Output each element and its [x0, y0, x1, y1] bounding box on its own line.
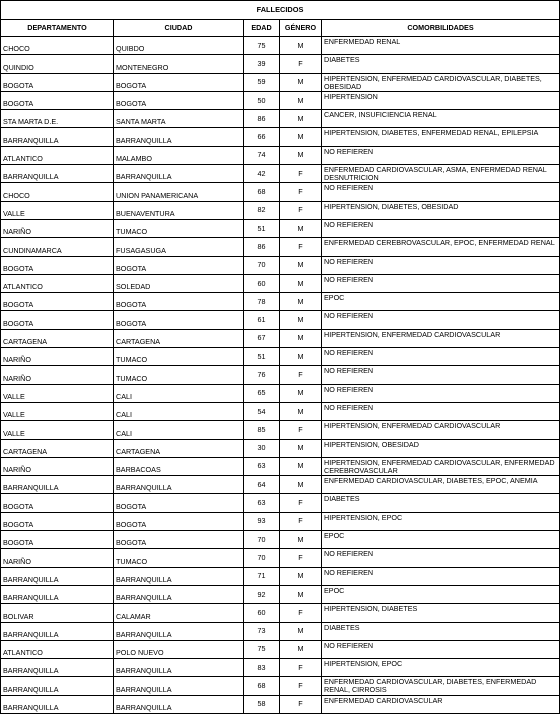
- comorbilidades-cell: ENFERMEDAD CARDIOVASCULAR, ASMA, ENFERMEDAD RENAL DESNUTRICION: [322, 165, 560, 183]
- table-body: [1, 37, 560, 714]
- edad-cell: 71: [244, 567, 280, 585]
- genero-cell: M: [280, 256, 322, 274]
- departamento-cell: BARRANQUILLA: [1, 622, 114, 640]
- edad-cell: 59: [244, 73, 280, 91]
- departamento-cell: ATLANTICO: [1, 274, 114, 292]
- genero-cell: M: [280, 329, 322, 347]
- ciudad-cell: CARTAGENA: [114, 329, 244, 347]
- ciudad-cell: QUIBDO: [114, 37, 244, 55]
- comorbilidades-cell: NO REFIEREN: [322, 549, 560, 567]
- comorbilidades-cell: HIPERTENSION, DIABETES, ENFERMEDAD RENAL, EPILEPSIA: [322, 128, 560, 146]
- table-row: [1, 622, 560, 640]
- comorbilidades-cell: HIPERTENSION, ENFERMEDAD CARDIOVASCULAR, ENFERMEDAD CEREBROVASCULAR: [322, 457, 560, 475]
- comorbilidades-cell: NO REFIEREN: [322, 366, 560, 384]
- ciudad-cell: FUSAGASUGA: [114, 238, 244, 256]
- departamento-cell: NARIÑO: [1, 348, 114, 366]
- ciudad-cell: UNION PANAMERICANA: [114, 183, 244, 201]
- edad-cell: 51: [244, 348, 280, 366]
- departamento-cell: NARIÑO: [1, 366, 114, 384]
- table-row: [1, 293, 560, 311]
- departamento-cell: ATLANTICO: [1, 146, 114, 164]
- edad-cell: 75: [244, 37, 280, 55]
- edad-cell: 92: [244, 585, 280, 603]
- table-row: [1, 183, 560, 201]
- ciudad-cell: BARRANQUILLA: [114, 165, 244, 183]
- comorbilidades-cell: EPOC: [322, 531, 560, 549]
- ciudad-cell: BOGOTA: [114, 256, 244, 274]
- comorbilidades-cell: NO REFIEREN: [322, 640, 560, 658]
- ciudad-cell: BARRANQUILLA: [114, 476, 244, 494]
- ciudad-cell: BARRANQUILLA: [114, 128, 244, 146]
- departamento-cell: CARTAGENA: [1, 329, 114, 347]
- table-row: [1, 274, 560, 292]
- genero-cell: F: [280, 165, 322, 183]
- comorbilidades-cell: NO REFIEREN: [322, 402, 560, 420]
- edad-cell: 93: [244, 512, 280, 530]
- departamento-cell: BARRANQUILLA: [1, 585, 114, 603]
- edad-cell: 74: [244, 146, 280, 164]
- comorbilidades-cell: NO REFIEREN: [322, 274, 560, 292]
- departamento-cell: STA MARTA D.E.: [1, 110, 114, 128]
- table-row: [1, 348, 560, 366]
- comorbilidades-cell: ENFERMEDAD CARDIOVASCULAR: [322, 695, 560, 713]
- table-row: [1, 91, 560, 109]
- table-row: [1, 402, 560, 420]
- departamento-cell: BARRANQUILLA: [1, 476, 114, 494]
- edad-cell: 75: [244, 640, 280, 658]
- departamento-cell: BARRANQUILLA: [1, 128, 114, 146]
- table-row: [1, 640, 560, 658]
- table-row: [1, 128, 560, 146]
- genero-cell: M: [280, 219, 322, 237]
- header-genero: GÉNERO: [280, 20, 322, 37]
- ciudad-cell: TUMACO: [114, 219, 244, 237]
- edad-cell: 54: [244, 402, 280, 420]
- edad-cell: 61: [244, 311, 280, 329]
- ciudad-cell: BARRANQUILLA: [114, 585, 244, 603]
- comorbilidades-cell: HIPERTENSION, ENFERMEDAD CARDIOVASCULAR: [322, 421, 560, 439]
- comorbilidades-cell: HIPERTENSION, DIABETES, OBESIDAD: [322, 201, 560, 219]
- comorbilidades-cell: NO REFIEREN: [322, 219, 560, 237]
- comorbilidades-cell: NO REFIEREN: [322, 183, 560, 201]
- comorbilidades-cell: DIABETES: [322, 55, 560, 73]
- departamento-cell: BARRANQUILLA: [1, 695, 114, 713]
- comorbilidades-cell: HIPERTENSION, OBESIDAD: [322, 439, 560, 457]
- ciudad-cell: TUMACO: [114, 366, 244, 384]
- table-row: [1, 457, 560, 475]
- ciudad-cell: CALAMAR: [114, 604, 244, 622]
- table-row: [1, 439, 560, 457]
- genero-cell: F: [280, 549, 322, 567]
- ciudad-cell: POLO NUEVO: [114, 640, 244, 658]
- departamento-cell: BOGOTA: [1, 293, 114, 311]
- genero-cell: M: [280, 622, 322, 640]
- ciudad-cell: SANTA MARTA: [114, 110, 244, 128]
- table-title: FALLECIDOS: [0, 0, 560, 19]
- genero-cell: M: [280, 37, 322, 55]
- edad-cell: 76: [244, 366, 280, 384]
- ciudad-cell: BOGOTA: [114, 311, 244, 329]
- genero-cell: F: [280, 604, 322, 622]
- edad-cell: 86: [244, 238, 280, 256]
- departamento-cell: VALLE: [1, 384, 114, 402]
- genero-cell: M: [280, 73, 322, 91]
- departamento-cell: CARTAGENA: [1, 439, 114, 457]
- edad-cell: 70: [244, 531, 280, 549]
- ciudad-cell: BARRANQUILLA: [114, 659, 244, 677]
- table-row: [1, 476, 560, 494]
- ciudad-cell: BOGOTA: [114, 293, 244, 311]
- table-row: [1, 531, 560, 549]
- edad-cell: 58: [244, 695, 280, 713]
- departamento-cell: BOGOTA: [1, 73, 114, 91]
- departamento-cell: NARIÑO: [1, 457, 114, 475]
- table-row: [1, 366, 560, 384]
- departamento-cell: BOGOTA: [1, 91, 114, 109]
- comorbilidades-cell: NO REFIEREN: [322, 146, 560, 164]
- table-row: [1, 695, 560, 713]
- edad-cell: 51: [244, 219, 280, 237]
- genero-cell: F: [280, 55, 322, 73]
- table-row: [1, 37, 560, 55]
- genero-cell: F: [280, 659, 322, 677]
- genero-cell: F: [280, 494, 322, 512]
- table-row: [1, 567, 560, 585]
- table-row: [1, 110, 560, 128]
- ciudad-cell: TUMACO: [114, 348, 244, 366]
- comorbilidades-cell: ENFERMEDAD CEREBROVASCULAR, EPOC, ENFERMEDAD RENAL: [322, 238, 560, 256]
- edad-cell: 63: [244, 494, 280, 512]
- comorbilidades-cell: NO REFIEREN: [322, 567, 560, 585]
- edad-cell: 73: [244, 622, 280, 640]
- departamento-cell: BARRANQUILLA: [1, 659, 114, 677]
- genero-cell: M: [280, 531, 322, 549]
- comorbilidades-cell: EPOC: [322, 293, 560, 311]
- ciudad-cell: BARRANQUILLA: [114, 567, 244, 585]
- comorbilidades-cell: ENFERMEDAD RENAL: [322, 37, 560, 55]
- departamento-cell: BOLIVAR: [1, 604, 114, 622]
- ciudad-cell: BARRANQUILLA: [114, 695, 244, 713]
- table-row: [1, 201, 560, 219]
- genero-cell: F: [280, 201, 322, 219]
- edad-cell: 70: [244, 549, 280, 567]
- genero-cell: F: [280, 695, 322, 713]
- edad-cell: 68: [244, 183, 280, 201]
- genero-cell: M: [280, 476, 322, 494]
- ciudad-cell: BARRANQUILLA: [114, 622, 244, 640]
- departamento-cell: VALLE: [1, 402, 114, 420]
- genero-cell: F: [280, 366, 322, 384]
- comorbilidades-cell: HIPERTENSION, EPOC: [322, 659, 560, 677]
- header-edad: EDAD: [244, 20, 280, 37]
- ciudad-cell: SOLEDAD: [114, 274, 244, 292]
- ciudad-cell: BARRANQUILLA: [114, 677, 244, 695]
- table-row: [1, 512, 560, 530]
- edad-cell: 67: [244, 329, 280, 347]
- departamento-cell: BARRANQUILLA: [1, 567, 114, 585]
- table-row: [1, 384, 560, 402]
- edad-cell: 50: [244, 91, 280, 109]
- genero-cell: F: [280, 421, 322, 439]
- comorbilidades-cell: ENFERMEDAD CARDIOVASCULAR, DIABETES, ENFERMEDAD RENAL, CIRROSIS: [322, 677, 560, 695]
- table-row: [1, 585, 560, 603]
- edad-cell: 60: [244, 604, 280, 622]
- genero-cell: F: [280, 238, 322, 256]
- ciudad-cell: MONTENEGRO: [114, 55, 244, 73]
- genero-cell: F: [280, 183, 322, 201]
- comorbilidades-cell: NO REFIEREN: [322, 348, 560, 366]
- genero-cell: M: [280, 110, 322, 128]
- comorbilidades-cell: HIPERTENSION, ENFERMEDAD CARDIOVASCULAR: [322, 329, 560, 347]
- header-comorbilidades: COMORBILIDADES: [322, 20, 560, 37]
- table-row: [1, 219, 560, 237]
- departamento-cell: CHOCO: [1, 37, 114, 55]
- ciudad-cell: CARTAGENA: [114, 439, 244, 457]
- comorbilidades-cell: DIABETES: [322, 494, 560, 512]
- genero-cell: M: [280, 439, 322, 457]
- ciudad-cell: MALAMBO: [114, 146, 244, 164]
- edad-cell: 30: [244, 439, 280, 457]
- table-row: [1, 256, 560, 274]
- ciudad-cell: BARBACOAS: [114, 457, 244, 475]
- edad-cell: 82: [244, 201, 280, 219]
- genero-cell: M: [280, 640, 322, 658]
- ciudad-cell: CALI: [114, 384, 244, 402]
- genero-cell: F: [280, 512, 322, 530]
- comorbilidades-cell: NO REFIEREN: [322, 384, 560, 402]
- departamento-cell: BOGOTA: [1, 311, 114, 329]
- genero-cell: M: [280, 293, 322, 311]
- comorbilidades-cell: HIPERTENSION, ENFERMEDAD CARDIOVASCULAR, DIABETES, OBESIDAD: [322, 73, 560, 91]
- ciudad-cell: BOGOTA: [114, 494, 244, 512]
- edad-cell: 42: [244, 165, 280, 183]
- genero-cell: M: [280, 457, 322, 475]
- comorbilidades-cell: DIABETES: [322, 622, 560, 640]
- genero-cell: M: [280, 585, 322, 603]
- ciudad-cell: CALI: [114, 402, 244, 420]
- comorbilidades-cell: NO REFIEREN: [322, 256, 560, 274]
- header-departamento: DEPARTAMENTO: [1, 20, 114, 37]
- departamento-cell: NARIÑO: [1, 549, 114, 567]
- ciudad-cell: BOGOTA: [114, 73, 244, 91]
- genero-cell: M: [280, 311, 322, 329]
- comorbilidades-cell: CANCER, INSUFICIENCIA RENAL: [322, 110, 560, 128]
- edad-cell: 65: [244, 384, 280, 402]
- edad-cell: 78: [244, 293, 280, 311]
- table-row: [1, 73, 560, 91]
- edad-cell: 70: [244, 256, 280, 274]
- ciudad-cell: CALI: [114, 421, 244, 439]
- ciudad-cell: TUMACO: [114, 549, 244, 567]
- table-row: [1, 549, 560, 567]
- edad-cell: 63: [244, 457, 280, 475]
- table-row: [1, 238, 560, 256]
- edad-cell: 83: [244, 659, 280, 677]
- table-row: [1, 494, 560, 512]
- table-row: [1, 659, 560, 677]
- comorbilidades-cell: HIPERTENSION, DIABETES: [322, 604, 560, 622]
- departamento-cell: BARRANQUILLA: [1, 677, 114, 695]
- genero-cell: M: [280, 274, 322, 292]
- ciudad-cell: BOGOTA: [114, 512, 244, 530]
- departamento-cell: BOGOTA: [1, 531, 114, 549]
- table-row: [1, 604, 560, 622]
- table-row: [1, 311, 560, 329]
- departamento-cell: ATLANTICO: [1, 640, 114, 658]
- genero-cell: M: [280, 128, 322, 146]
- departamento-cell: CHOCO: [1, 183, 114, 201]
- comorbilidades-cell: NO REFIEREN: [322, 311, 560, 329]
- comorbilidades-cell: HIPERTENSION: [322, 91, 560, 109]
- ciudad-cell: BOGOTA: [114, 91, 244, 109]
- edad-cell: 85: [244, 421, 280, 439]
- table-row: [1, 421, 560, 439]
- genero-cell: F: [280, 677, 322, 695]
- genero-cell: M: [280, 384, 322, 402]
- table-row: [1, 55, 560, 73]
- table-row: [1, 146, 560, 164]
- departamento-cell: CUNDINAMARCA: [1, 238, 114, 256]
- genero-cell: M: [280, 402, 322, 420]
- edad-cell: 60: [244, 274, 280, 292]
- genero-cell: M: [280, 91, 322, 109]
- comorbilidades-cell: EPOC: [322, 585, 560, 603]
- table-row: [1, 329, 560, 347]
- genero-cell: M: [280, 567, 322, 585]
- edad-cell: 39: [244, 55, 280, 73]
- departamento-cell: VALLE: [1, 421, 114, 439]
- edad-cell: 64: [244, 476, 280, 494]
- header-ciudad: CIUDAD: [114, 20, 244, 37]
- ciudad-cell: BOGOTA: [114, 531, 244, 549]
- comorbilidades-cell: HIPERTENSION, EPOC: [322, 512, 560, 530]
- edad-cell: 66: [244, 128, 280, 146]
- departamento-cell: NARIÑO: [1, 219, 114, 237]
- departamento-cell: BOGOTA: [1, 512, 114, 530]
- header-row: [1, 20, 560, 37]
- departamento-cell: BOGOTA: [1, 256, 114, 274]
- edad-cell: 86: [244, 110, 280, 128]
- ciudad-cell: BUENAVENTURA: [114, 201, 244, 219]
- edad-cell: 68: [244, 677, 280, 695]
- table-row: [1, 165, 560, 183]
- departamento-cell: QUINDIO: [1, 55, 114, 73]
- genero-cell: M: [280, 146, 322, 164]
- departamento-cell: BOGOTA: [1, 494, 114, 512]
- comorbilidades-cell: ENFERMEDAD CARDIOVASCULAR, DIABETES, EPOC, ANEMIA: [322, 476, 560, 494]
- departamento-cell: VALLE: [1, 201, 114, 219]
- table-row: [1, 677, 560, 695]
- departamento-cell: BARRANQUILLA: [1, 165, 114, 183]
- genero-cell: M: [280, 348, 322, 366]
